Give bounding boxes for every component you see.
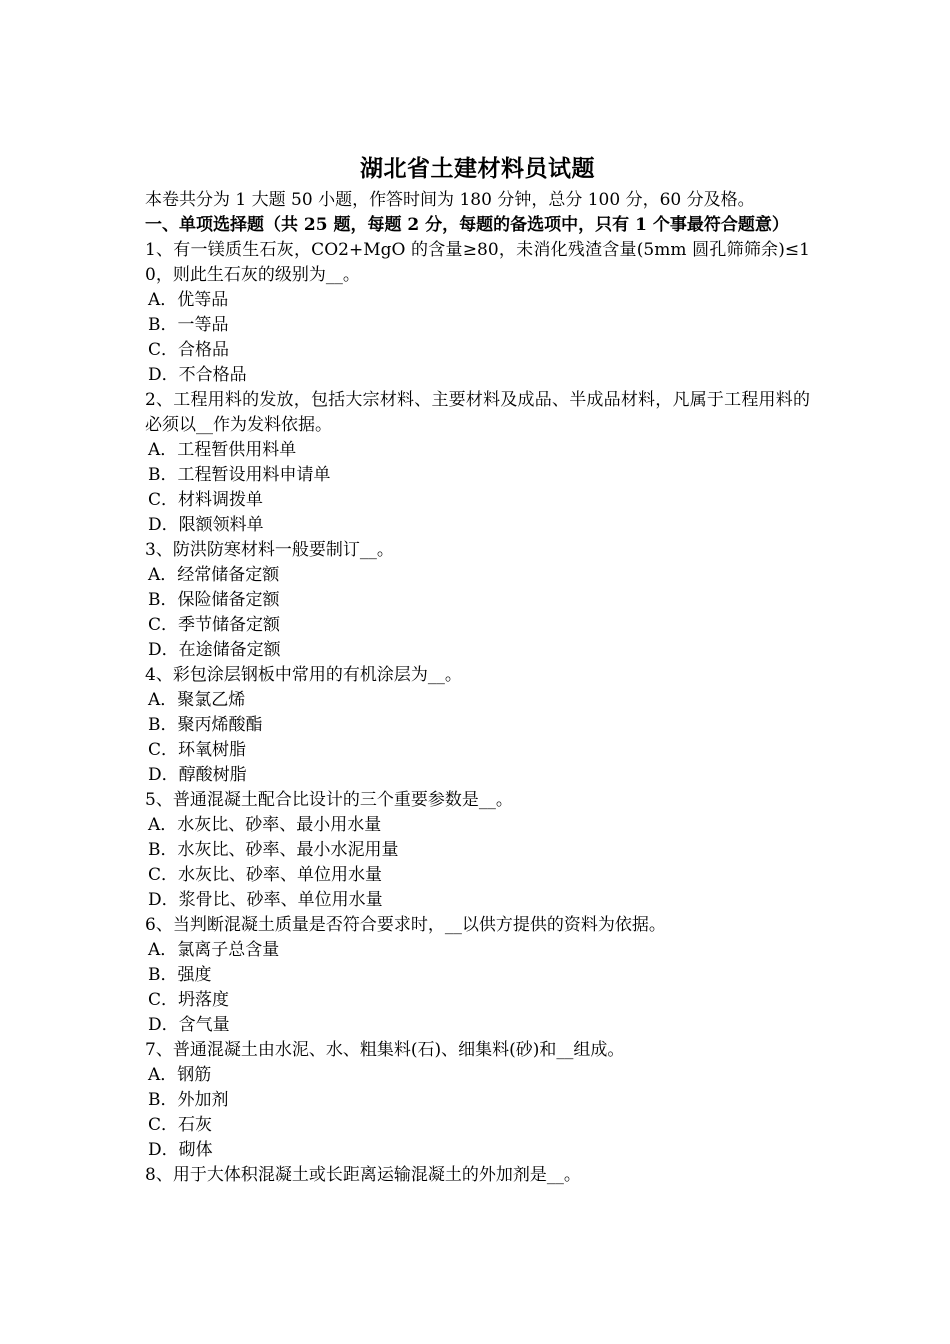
option-a: A．聚氯乙烯 [148, 690, 246, 710]
question-stem: 5、普通混凝土配合比设计的三个重要参数是__。 [145, 790, 513, 810]
exam-intro: 本卷共分为 1 大题 50 小题，作答时间为 180 分钟，总分 100 分，60 分及格。 [145, 190, 755, 210]
option-a: A．经常储备定额 [148, 565, 280, 585]
option-c: C．合格品 [148, 340, 230, 360]
question-stem: 8、用于大体积混凝土或长距离运输混凝土的外加剂是__。 [145, 1165, 581, 1185]
option-c: C．材料调拨单 [148, 490, 264, 510]
question-1 [145, 238, 810, 388]
question-stem: 1、有一镁质生石灰，CO2+MgO 的含量≥80，未消化残渣含量(5mm 圆孔筛筛余)≤10，则此生石灰的级别为__。 [145, 240, 810, 285]
option-d: D．不合格品 [148, 365, 247, 385]
option-d: D．醇酸树脂 [148, 765, 247, 785]
option-d: D．限额领料单 [148, 515, 264, 535]
option-b: B．聚丙烯酸酯 [148, 715, 263, 735]
question-2 [145, 388, 810, 538]
question-5 [145, 788, 810, 913]
page-title: 湖北省土建材料员试题 [360, 155, 595, 182]
question-stem: 3、防洪防寒材料一般要制订__。 [145, 540, 394, 560]
option-b: B．保险储备定额 [148, 590, 280, 610]
option-a: A．水灰比、砂率、最小用水量 [148, 815, 382, 835]
option-d: D．浆骨比、砂率、单位用水量 [148, 890, 383, 910]
option-c: C．坍落度 [148, 990, 230, 1010]
question-8 [145, 1163, 810, 1188]
question-stem: 4、彩包涂层钢板中常用的有机涂层为__。 [145, 665, 462, 685]
option-a: A．钢筋 [148, 1065, 212, 1085]
option-c: C．季节储备定额 [148, 615, 281, 635]
option-b: B．一等品 [148, 315, 229, 335]
question-7 [145, 1038, 810, 1163]
option-c: C．环氧树脂 [148, 740, 247, 760]
option-d: D．在途储备定额 [148, 640, 281, 660]
option-d: D．含气量 [148, 1015, 230, 1035]
question-4 [145, 663, 810, 788]
option-b: B．工程暂设用料申请单 [148, 465, 331, 485]
question-stem: 7、普通混凝土由水泥、水、粗集料(石)、细集料(砂)和__组成。 [145, 1040, 625, 1060]
question-6 [145, 913, 810, 1038]
question-stem: 2、工程用料的发放，包括大宗材料、主要材料及成品、半成品材料，凡属于工程用料的必须以__作为发料依据。 [145, 390, 810, 435]
section-heading: 一、单项选择题（共 25 题，每题 2 分，每题的备选项中，只有 1 个事最符合题意） [145, 215, 789, 235]
question-3 [145, 538, 810, 663]
option-b: B．强度 [148, 965, 212, 985]
option-b: B．水灰比、砂率、最小水泥用量 [148, 840, 399, 860]
question-stem: 6、当判断混凝土质量是否符合要求时，__以供方提供的资料为依据。 [145, 915, 666, 935]
option-b: B．外加剂 [148, 1090, 229, 1110]
exam-page [145, 150, 810, 1188]
option-a: A．氯离子总含量 [148, 940, 280, 960]
option-d: D．砌体 [148, 1140, 213, 1160]
option-c: C．石灰 [148, 1115, 213, 1135]
option-a: A．优等品 [148, 290, 229, 310]
option-c: C．水灰比、砂率、单位用水量 [148, 865, 383, 885]
option-a: A．工程暂供用料单 [148, 440, 297, 460]
